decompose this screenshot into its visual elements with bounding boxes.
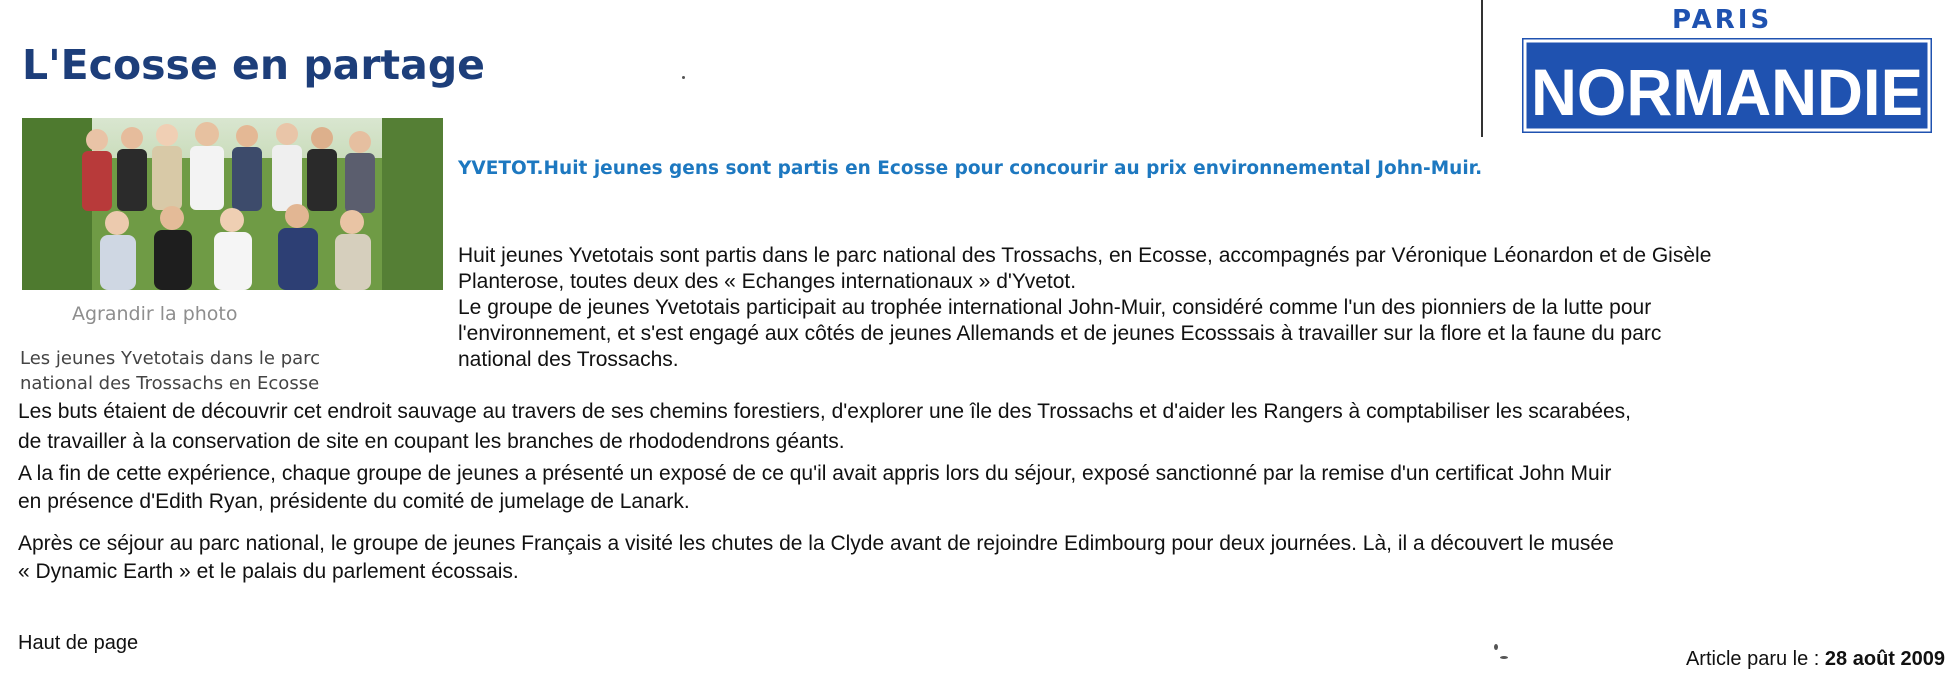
scan-speck <box>1494 644 1498 650</box>
body-line: Planterose, toutes deux des « Echanges internationaux » d'Yvetot. <box>458 270 1077 293</box>
body-line: Le groupe de jeunes Yvetotais participait au trophée international John-Muir, considéré comme l'un des pionniers de la lutte pour <box>458 296 1652 319</box>
logo-paris-text: PARIS <box>1672 5 1773 35</box>
caption-line: Les jeunes Yvetotais dans le parc <box>20 348 321 369</box>
caption-line: national des Trossachs en Ecosse <box>20 373 320 394</box>
body-line: A la fin de cette expérience, chaque groupe de jeunes a présenté un exposé de ce qu'il avait appris lors du séjour, exposé sanctionné par la remise d'un certificat John Muir <box>18 462 1612 485</box>
body-line: l'environnement, et s'est engagé aux côtés de jeunes Allemands et de jeunes Ecosssais à travailler sur la flore et la faune du parc <box>458 322 1662 345</box>
scan-speck <box>1500 656 1508 659</box>
published-date-line <box>1686 648 1945 671</box>
enlarge-photo-link[interactable]: Agrandir la photo <box>72 303 238 325</box>
published-label: Article paru le : <box>1685 648 1820 670</box>
group-photo[interactable] <box>22 118 443 290</box>
body-line: national des Trossachs. <box>458 348 679 371</box>
body-line: Après ce séjour au parc national, le groupe de jeunes Français a visité les chutes de la Clyde avant de rejoindre Edimbourg pour deux journées. Là, il a découvert le musée <box>18 532 1614 555</box>
body-line: « Dynamic Earth » et le palais du parlement écossais. <box>18 560 519 583</box>
back-to-top-link[interactable]: Haut de page <box>18 632 139 654</box>
published-date: 28 août 2009 <box>1824 648 1945 670</box>
paris-normandie-logo <box>1522 0 1932 133</box>
photo-caption <box>20 346 360 396</box>
article-lead: YVETOT.Huit jeunes gens sont partis en Ecosse pour concourir au prix environnemental John-Muir. <box>458 158 1483 179</box>
scan-speck <box>682 76 685 79</box>
article-title: L'Ecosse en partage <box>22 41 485 90</box>
body-line: de travailler à la conservation de site en coupant les branches de rhododendrons géants. <box>18 430 845 453</box>
body-line: Huit jeunes Yvetotais sont partis dans le parc national des Trossachs, en Ecosse, accompagnés par Véronique Léonardon et de Gisèle <box>458 244 1712 267</box>
logo-normandie-text: NORMANDIE <box>1531 55 1923 129</box>
body-line: en présence d'Edith Ryan, présidente du comité de jumelage de Lanark. <box>18 490 690 513</box>
body-line: Les buts étaient de découvrir cet endroit sauvage au travers de ses chemins forestiers, d'explorer une île des Trossachs et d'aider les Rangers à comptabiliser les scarabées, <box>18 400 1632 423</box>
header-divider <box>1481 0 1483 137</box>
